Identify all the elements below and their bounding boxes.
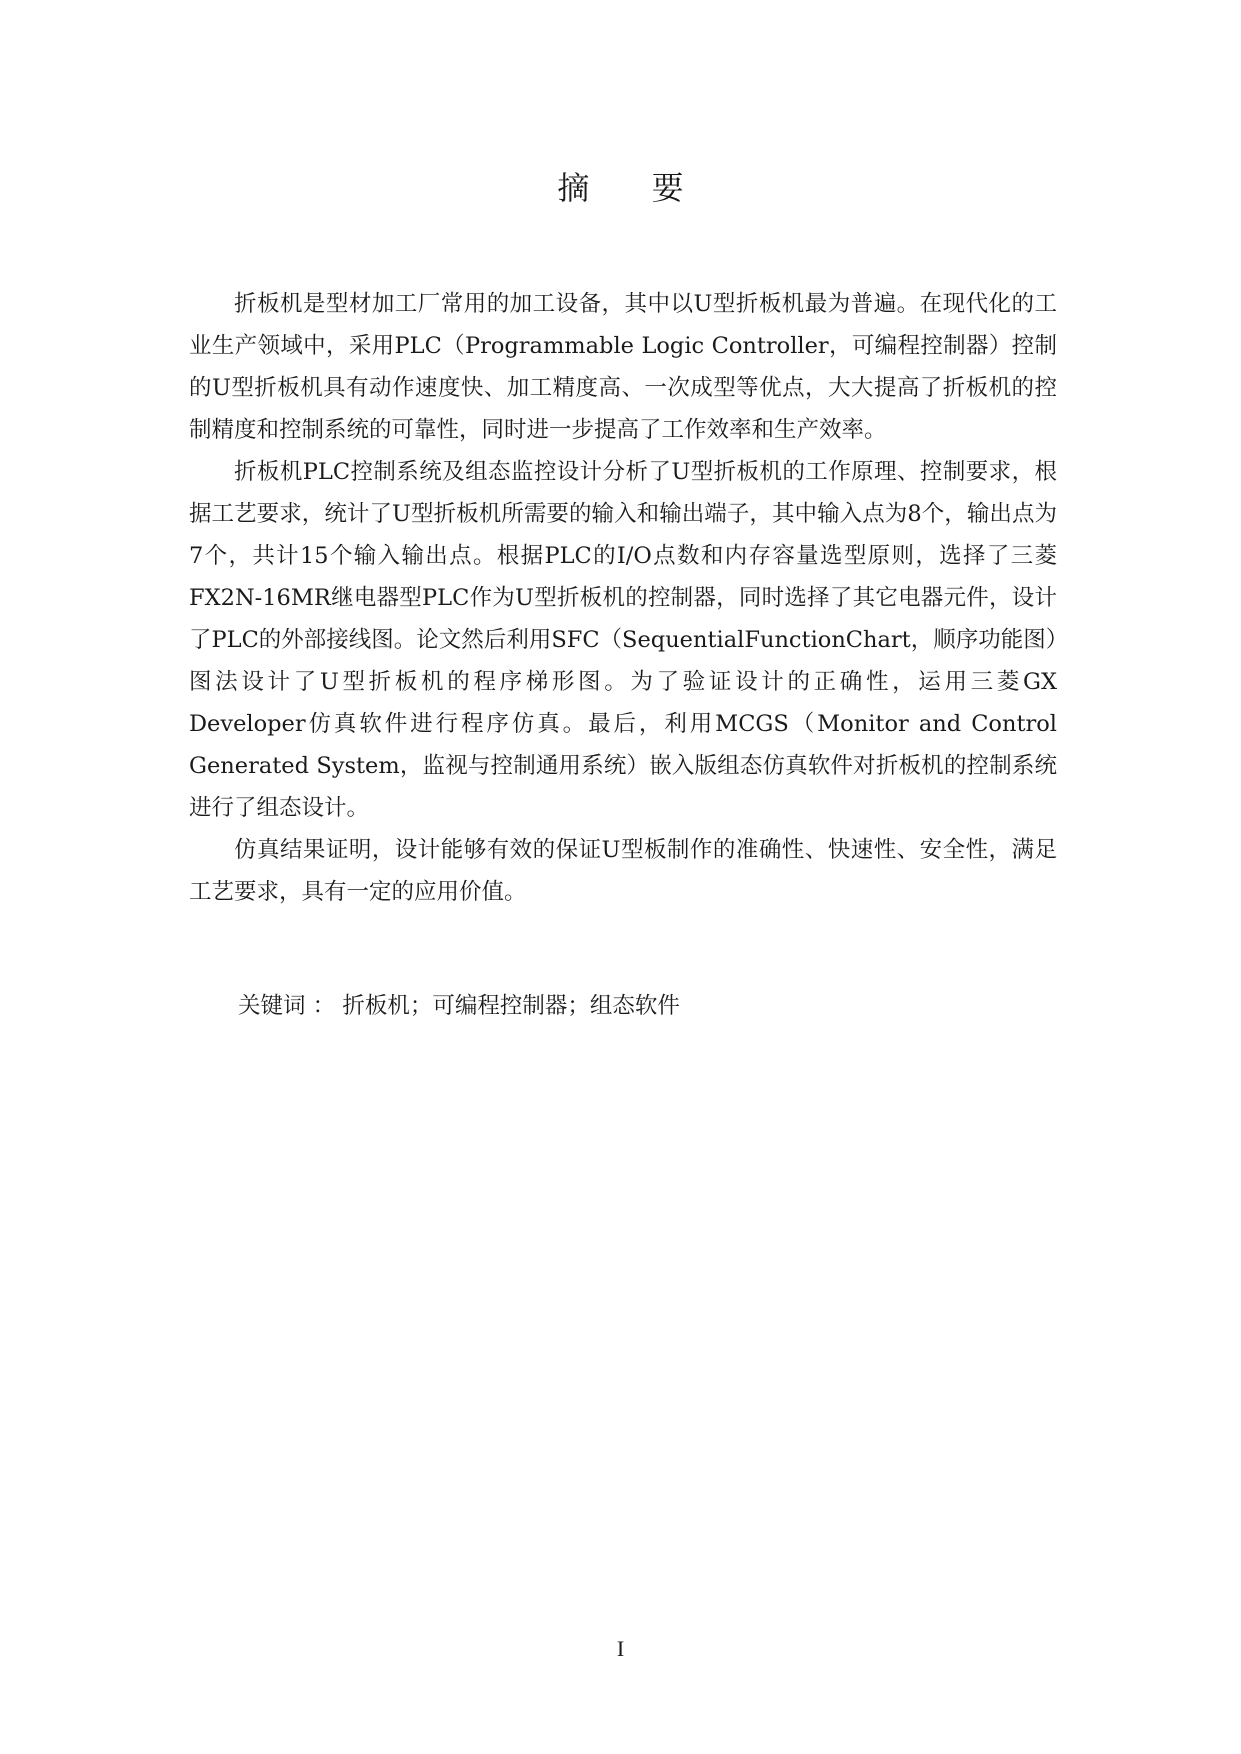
keywords-label: 关键词 ： [238,993,336,1019]
page-number: I [616,1636,625,1661]
abstract-body [189,283,1057,913]
abstract-title: 摘 要 [557,169,710,207]
keywords-values: 折板机；可编程控制器；组态软件 [342,993,680,1019]
abstract-paragraph-1: 折板机是型材加工厂常用的加工设备，其中以U型折板机最为普遍。在现代化的工业生产领域中，采用PLC（Programmable Logic Controller，可编程控制器）控制的U型折板机具有动作速度快、加工精度高、一次成型等优点，大大提高了折板机的控制精度和控制系统的可靠性，同时进一步提高了工作效率和生产效率。 [189,291,1057,443]
abstract-paragraph-3: 仿真结果证明，设计能够有效的保证U型板制作的准确性、快速性、安全性，满足工艺要求，具有一定的应用价值。 [189,837,1057,905]
abstract-paragraph-2: 折板机PLC控制系统及组态监控设计分析了U型折板机的工作原理、控制要求，根据工艺要求，统计了U型折板机所需要的输入和输出端子，其中输入点为8个，输出点为7个，共计15个输入输出点。根据PLC的I/O点数和内存容量选型原则，选择了三菱FX2N-16MR继电器型PLC作为U型折板机的控制器，同时选择了其它电器元件，设计了PLC的外部接线图。论文然后利用SFC（SequentialFunctionChart，顺序功能图）图法设计了U型折板机的程序梯形图。为了验证设计的正确性，运用三菱GX Developer仿真软件进行程序仿真。最后，利用MCGS（Monitor and Control Generated System，监视与控制通用系统）嵌入版组态仿真软件对折板机的控制系统进行了组态设计。 [189,459,1057,821]
keywords-line [238,985,1038,1027]
